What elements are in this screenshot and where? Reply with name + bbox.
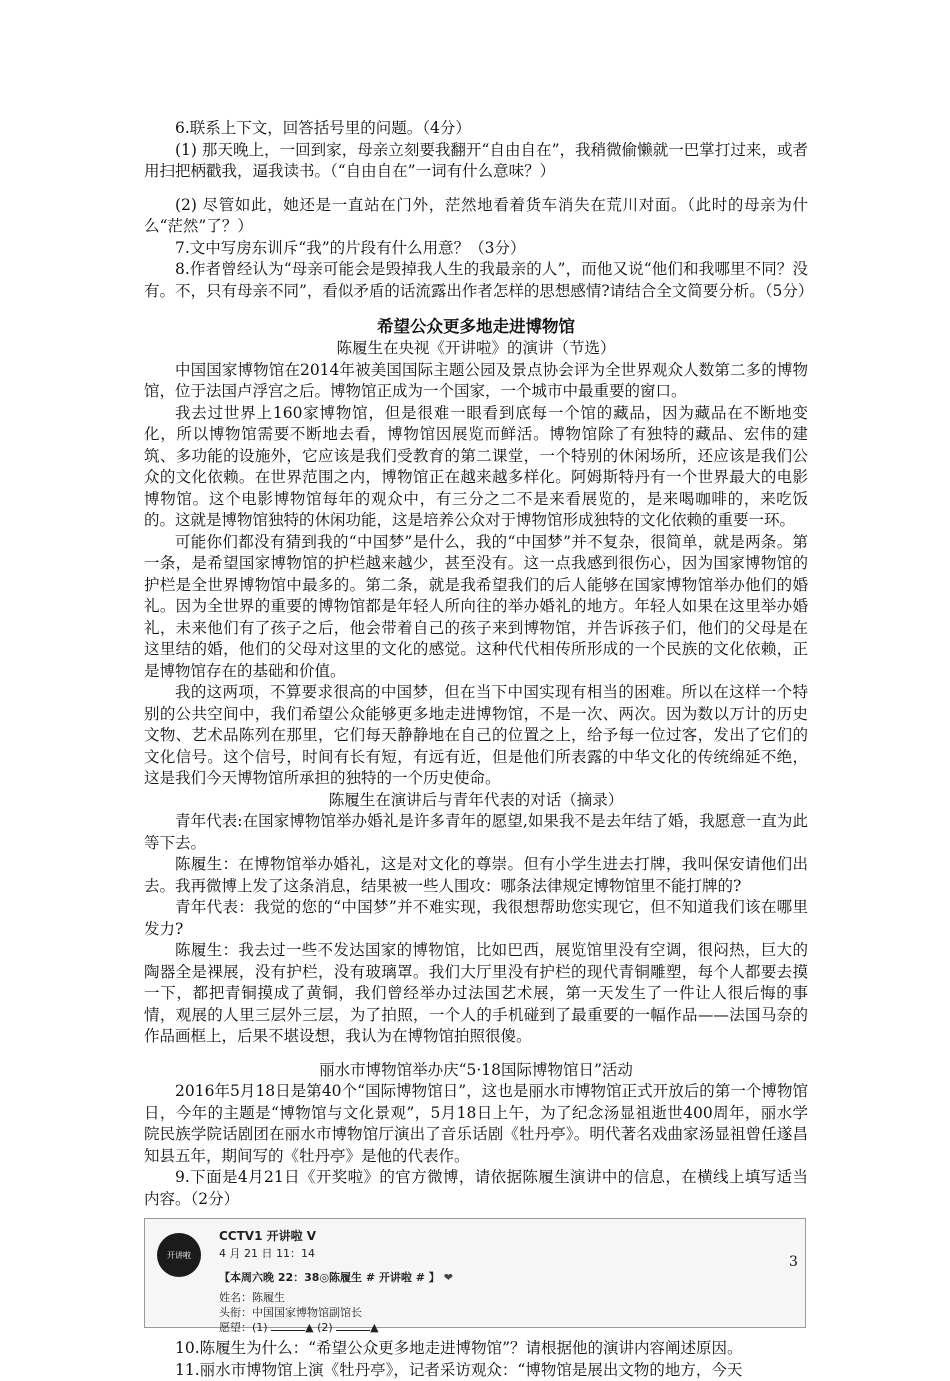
weibo-post-text: 【本周六晚 22：38◎陈履生 # 开讲啦 # 】 (219, 1271, 440, 1284)
news-paragraph: 2016年5月18日是第40个“国际博物馆日”，这也是丽水市博物馆正式开放后的第一个博物馆日，今年的主题是“博物馆与文化景观”，5月18日上午，为了纪念汤显祖逝世400周年，丽水学院民族学院话剧团在丽水市博物馆厅演出了音乐话剧《牡丹亭》。明代著名戏曲家汤显祖曾任遂昌知县五年，期间写的《牡丹亭》是他的代表作。 (144, 1081, 808, 1167)
weibo-screenshot (144, 1218, 806, 1328)
weibo-time: 4 月 21 日 11：14 (219, 1245, 315, 1261)
question-8: 8.作者曾经认为“母亲可能会是毁掉我人生的我最亲的人”，而他又说“他们和我哪里不同？没有。不，只有母亲不同”，看似矛盾的话流露出作者怎样的思想感情?请结合全文简要分析。（5分） (144, 259, 808, 302)
question-6-1: (1) 那天晚上，一回到家，母亲立刻要我翻开“自由自在”，我稍微偷懒就一巴掌打过来，或者用扫把柄戳我，逼我读书。（“自由自在”一词有什么意味？） (144, 140, 808, 183)
fill-blank-2[interactable] (336, 1321, 370, 1331)
news-title: 丽水市博物馆举办庆“5·18国际博物馆日”活动 (144, 1060, 808, 1082)
section-gap (144, 1048, 808, 1060)
dialogue-line: 青年代表:在国家博物馆举办婚礼是许多青年的愿望,如果我不是去年结了婚，我愿意一直为此等下去。 (144, 811, 808, 854)
article-paragraph: 可能你们都没有猜到我的“中国梦”是什么，我的“中国梦”并不复杂，很简单，就是两条。第一条，是希望国家博物馆的护栏越来越少，甚至没有。这一点我感到很伤心，因为国家博物馆的护栏是全世界博物馆中最多的。第二条，就是我希望我们的后人能够在国家博物馆举办他们的婚礼。因为全世界的重要的博物馆都是年轻人所向往的举办婚礼的地方。年轻人如果在这里举办婚礼，未来他们有了孩子之后，他会带着自己的孩子来到博物馆，并告诉孩子们，他们的父母是在这里结的婚，他们的父母对这里的文化的感觉。这种代代相传所形成的一个民族的文化依赖，正是博物馆存在的基础和价值。 (144, 532, 808, 683)
question-6-2: (2) 尽管如此，她还是一直站在门外，茫然地看着货车消失在荒川对面。（此时的母亲为什么“茫然”了？） (144, 195, 808, 238)
fill-blank-1[interactable] (271, 1321, 305, 1331)
page-content (144, 118, 808, 1381)
dialogue-title: 陈履生在演讲后与青年代表的对话（摘录） (144, 790, 808, 812)
article-title: 希望公众更多地走进博物馆 (144, 316, 808, 338)
answer-space (144, 183, 808, 195)
wish-mid: (2) (317, 1321, 333, 1334)
dialogue-line: 青年代表：我觉的您的“中国梦”并不难实现，我很想帮助您实现它，但不知道我们该在哪里发力? (144, 897, 808, 940)
dialogue-line: 陈履生：在博物馆举办婚礼，这是对文化的尊崇。但有小学生进去打牌，我叫保安请他们出去。我再微博上发了这条消息，结果被一些人围攻：哪条法律规定博物馆里不能打牌的? (144, 854, 808, 897)
question-11: 11.丽水市博物馆上演《牡丹亭》，记者采访观众：“博物馆是展出文物的地方，今天 (144, 1360, 808, 1381)
weibo-wish-line: 愿望：(1) ▲ (2) ▲ (219, 1319, 379, 1335)
avatar: 开讲啦 (157, 1233, 201, 1277)
weibo-title-line: 头衔：中国国家博物馆副馆长 (219, 1304, 362, 1320)
weibo-account: CCTV1 开讲啦 V (219, 1227, 316, 1244)
question-6: 6.联系上下文，回答括号里的问题。（4分） (144, 118, 808, 140)
dialogue-line: 陈履生：我去过一些不发达国家的博物馆，比如巴西，展览馆里没有空调，很闷热，巨大的陶器全是裸展，没有护栏，没有玻璃罩。我们大厅里没有护栏的现代青铜雕塑，每个人都要去摸一下，都把青铜摸成了黄铜，我们曾经举办过法国艺术展，第一天发生了一件让人很后悔的事情，观展的人里三层外三层，为了拍照，一个人的手机碰到了最重要的一幅作品——法国马奈的作品画框上，后果不堪设想，我认为在博物馆拍照很傻。 (144, 940, 808, 1048)
article-paragraph: 中国国家博物馆在2014年被美国国际主题公园及景点协会评为全世界观众人数第二多的博物馆，位于法国卢浮宫之后。博物馆正成为一个国家，一个城市中最重要的窗口。 (144, 360, 808, 403)
heart-icon: ❤ (444, 1271, 453, 1284)
question-10: 10.陈履生为什么：“希望公众更多地走进博物馆”？请根据他的演讲内容阐述原因。 (144, 1338, 808, 1360)
wish-prefix: 愿望：(1) (219, 1321, 268, 1334)
page-number: 3 (789, 1254, 798, 1270)
weibo-post (219, 1269, 453, 1285)
question-9: 9.下面是4月21日《开奖啦》的官方微博，请依据陈履生演讲中的信息，在横线上填写适当内容。（2分） (144, 1167, 808, 1210)
question-7: 7.文中写房东训斥“我”的片段有什么用意？（3分） (144, 238, 808, 260)
article-paragraph: 我的这两项，不算要求很高的中国梦，但在当下中国实现有相当的困难。所以在这样一个特别的公共空间中，我们希望公众能够更多地走进博物馆，不是一次、两次。因为数以万计的历史文物、艺术品陈列在那里，它们每天静静地在自己的位置之上，给予每一位过客，发出了它们的文化信号。这个信号，时间有长有短，有远有近，但是他们所表露的中华文化的传统绵延不绝，这是我们今天博物馆所承担的独特的一个历史使命。 (144, 682, 808, 790)
article-subtitle: 陈履生在央视《开讲啦》的演讲（节选） (144, 338, 808, 360)
weibo-name-line: 姓名：陈履生 (219, 1289, 285, 1305)
article-paragraph: 我去过世界上160家博物馆，但是很难一眼看到底每一个馆的藏品，因为藏品在不断地变化，所以博物馆需要不断地去看，博物馆因展览而鲜活。博物馆除了有独特的藏品、宏伟的建筑、多功能的设施外，它应该是我们受教育的第二课堂，一个特别的休闲场所，还应该是我们公众的文化依赖。在世界范围之内，博物馆正在越来越多样化。阿姆斯特丹有一个世界最大的电影博物馆。这个电影博物馆每年的观众中，有三分之二不是来看展览的，是来喝咖啡的，来吃饭的。这就是博物馆独特的休闲功能，这是培养公众对于博物馆形成独特的文化依赖的重要一环。 (144, 403, 808, 532)
